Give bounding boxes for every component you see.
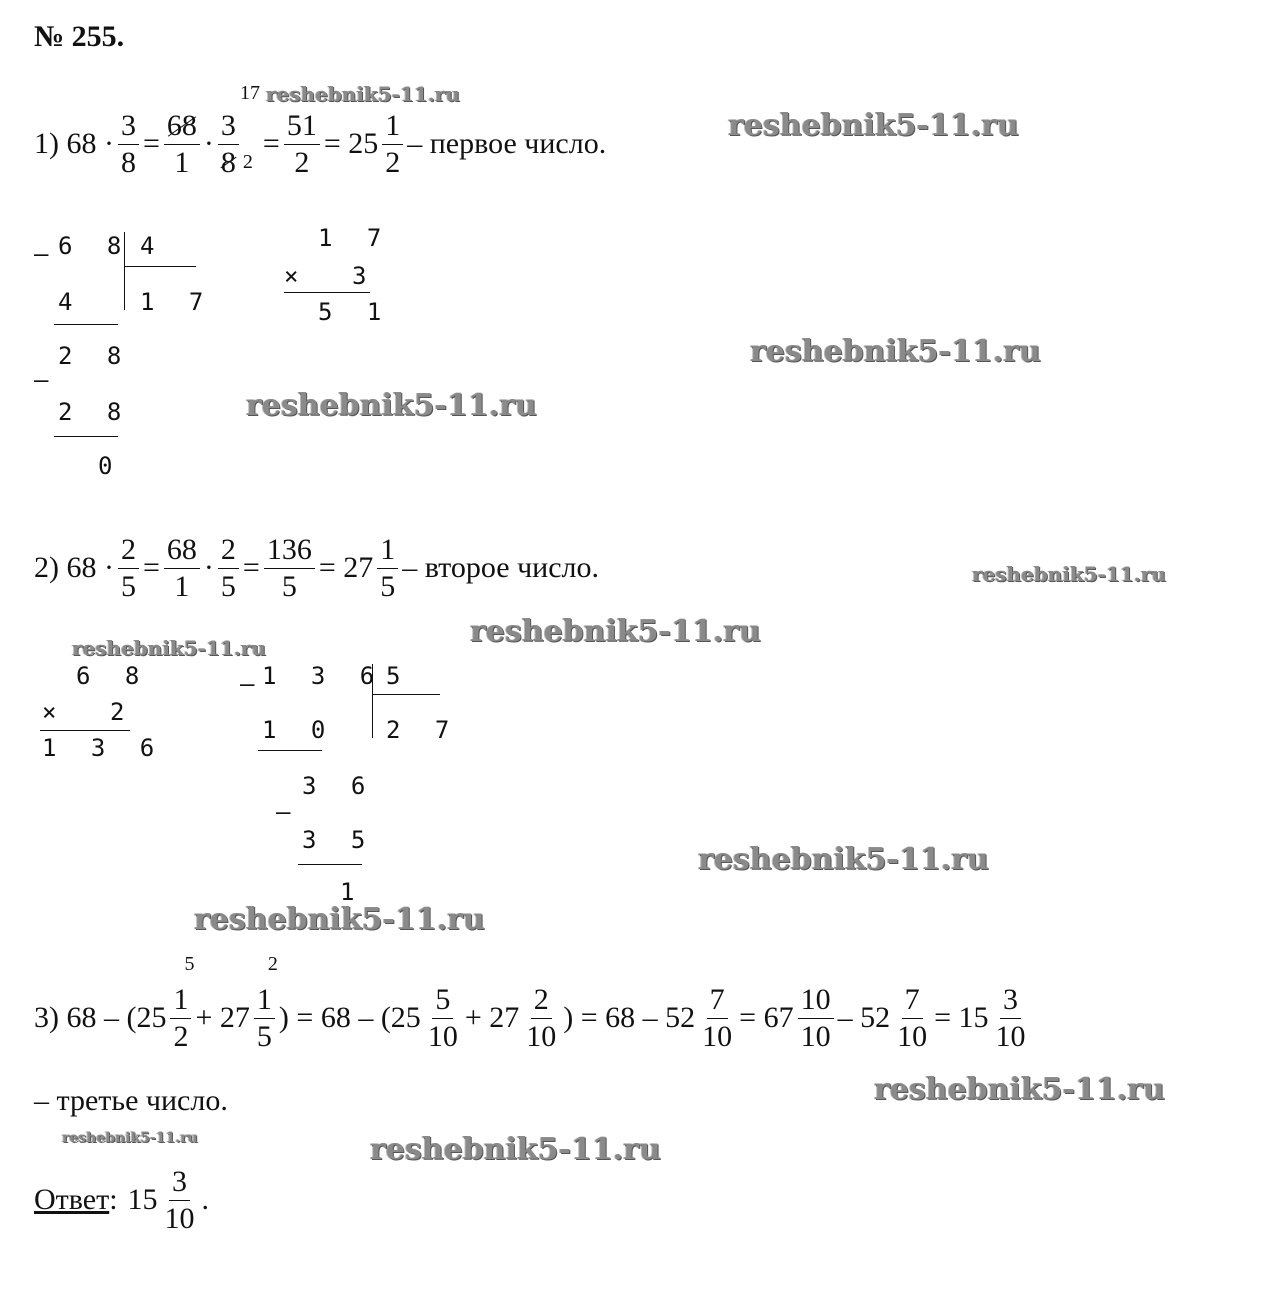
dot: · <box>203 127 214 160</box>
multiplier: 2 <box>267 953 278 975</box>
fraction: $\frac{1}{2}$ <box>382 110 403 178</box>
step2-label: 2) 68 · <box>34 551 114 584</box>
watermark: reshebnik5-11.ru <box>728 108 1019 143</box>
step3-label: 3) 68 – (25 <box>34 1001 167 1034</box>
answer-whole: 15 <box>127 1183 158 1216</box>
mul2-b: 2 <box>110 698 135 726</box>
step1-expression <box>34 110 606 178</box>
mul1-b: 3 <box>352 262 377 290</box>
fraction: $\frac{3}{10}$ <box>995 983 1026 1053</box>
div2-row4: 3 5 <box>302 826 376 854</box>
div1-quotient: 1 7 <box>140 288 214 316</box>
div2-bar-top <box>372 694 440 695</box>
div2-minus: – <box>276 798 301 826</box>
equals: = <box>142 127 160 160</box>
whole-part: = 25 <box>323 127 379 160</box>
reduced-numerator: 17 <box>240 82 260 104</box>
equals: = <box>262 127 280 160</box>
div2-bar <box>372 664 373 738</box>
div1-divisor: 4 <box>140 232 165 260</box>
equals: = <box>142 551 160 584</box>
fraction: $\frac{5}{10}$ <box>427 983 458 1053</box>
div1-row2: 4 <box>58 288 83 316</box>
dot: · <box>203 551 214 584</box>
problem-number: № 255. <box>34 20 125 53</box>
watermark: reshebnik5-11.ru <box>972 562 1166 586</box>
period: . <box>201 1183 210 1216</box>
fraction: 5 1 2 <box>170 984 191 1052</box>
div2-line <box>298 864 362 865</box>
mul2-a: 6 8 <box>76 662 150 690</box>
plus: + 27 <box>464 1001 520 1034</box>
div2-divisor: 5 <box>386 662 411 690</box>
fraction: $\frac{1}{5}$ <box>377 534 398 602</box>
div1-bar-top <box>124 266 196 267</box>
div1-row4: 2 8 <box>58 398 132 426</box>
div2-row3: 3 6 <box>302 772 376 800</box>
watermark: reshebnik5-11.ru <box>246 388 537 423</box>
text: – 52 <box>837 1001 891 1034</box>
div2-row5: 1 <box>340 878 365 906</box>
div2-row2: 1 0 <box>262 716 336 744</box>
text: = 15 <box>934 1001 989 1034</box>
answer-fraction: $\frac{3}{10}$ <box>164 1165 195 1235</box>
div1-row1: 6 8 <box>58 232 132 260</box>
div1-minus: – <box>34 240 59 268</box>
step1-tail: – первое число. <box>407 127 607 160</box>
div1-row5: 0 <box>98 452 123 480</box>
plus: + 27 <box>195 1001 250 1034</box>
fraction: $\frac{3}{8}$ <box>118 110 139 178</box>
div2-row1: 1 3 6 <box>262 662 385 690</box>
mul1-a: 1 7 <box>318 224 392 252</box>
fraction: $\frac{2}{10}$ <box>526 983 557 1053</box>
fraction: $\frac{2}{5}$ <box>218 534 239 602</box>
watermark: reshebnik5-11.ru <box>470 614 761 649</box>
watermark: reshebnik5-11.ru <box>62 1130 198 1146</box>
watermark: reshebnik5-11.ru <box>72 636 266 660</box>
mul1-res: 5 1 <box>318 298 392 326</box>
step1-label: 1) 68 · <box>34 127 114 160</box>
mul2-res: 1 3 6 <box>42 734 165 762</box>
multiplier: 5 <box>184 953 195 975</box>
colon: : <box>109 1183 118 1216</box>
answer-label: Ответ <box>34 1183 110 1216</box>
div2-minus: – <box>240 670 265 698</box>
div1-minus: – <box>34 366 59 394</box>
step2-expression <box>34 534 599 602</box>
fraction: $\frac{68}{1}$ <box>164 534 200 602</box>
watermark: reshebnik5-11.ru <box>874 1072 1165 1107</box>
reduced-denominator: 2 <box>242 150 253 173</box>
text: = 67 <box>739 1001 794 1034</box>
watermark: reshebnik5-11.ru <box>750 334 1041 369</box>
fraction: $\frac{68}{1}$ <box>164 110 200 178</box>
fraction: $\frac{136}{5}$ <box>264 534 315 602</box>
watermark: reshebnik5-11.ru <box>266 82 460 106</box>
mul1-op: × <box>284 262 309 290</box>
text: ) = 68 – 52 <box>563 1001 696 1034</box>
mul1-line <box>284 292 370 293</box>
text: ) = 68 – (25 <box>278 1001 421 1034</box>
div1-line <box>54 324 118 325</box>
equals: = <box>242 551 260 584</box>
div1-row3: 2 8 <box>58 342 132 370</box>
watermark: reshebnik5-11.ru <box>194 902 485 937</box>
div2-quotient: 2 7 <box>386 716 460 744</box>
fraction: $\frac{10}{10}$ <box>798 984 834 1052</box>
answer <box>34 1166 209 1234</box>
step3-expression <box>34 953 1033 1053</box>
fraction: $\frac{7}{10}$ <box>897 983 928 1053</box>
div1-bar <box>124 232 125 310</box>
fraction: 2 1 5 <box>254 984 275 1052</box>
step3-tail: – третье число. <box>34 1084 228 1117</box>
step2-tail: – второе число. <box>402 551 599 584</box>
fraction: $\frac{2}{5}$ <box>118 534 139 602</box>
mul2-op: × <box>42 698 67 726</box>
div2-line <box>258 750 322 751</box>
fraction: $\frac{7}{10}$ <box>702 983 733 1053</box>
fraction: $\frac{3}{8}$ <box>218 110 239 178</box>
whole-part: = 27 <box>318 551 374 584</box>
div1-line <box>54 436 118 437</box>
watermark: reshebnik5-11.ru <box>698 842 989 877</box>
watermark: reshebnik5-11.ru <box>370 1132 661 1167</box>
fraction: $\frac{51}{2}$ <box>284 110 320 178</box>
mul2-line <box>40 730 130 731</box>
